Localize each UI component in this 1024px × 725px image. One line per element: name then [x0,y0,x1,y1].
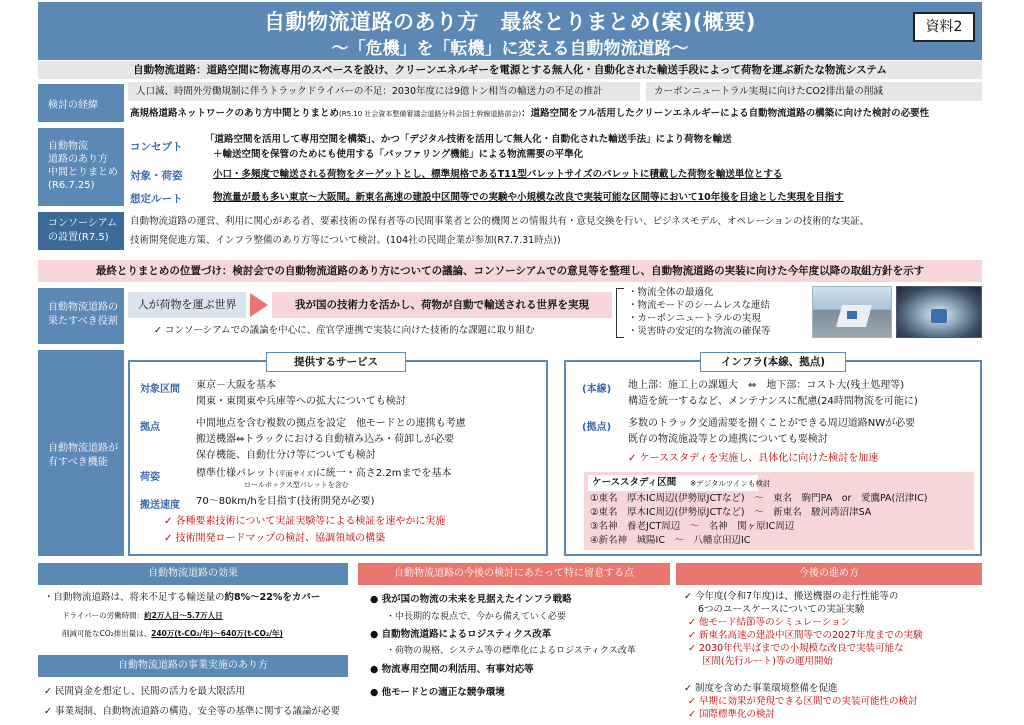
effect-value: 約8%〜22%をカバー [224,592,321,603]
arrow-right-icon [250,293,268,317]
route-value-b: 新東名高速の建設中区間等での実験や小規模な改良で実装可能な区間等において10年後を目途とした実現を目指す [355,192,844,203]
bracket [616,288,624,338]
infra-value: 地上部：施工上の課題大 ⇔ 地下部：コスト大(残土処理等) [628,380,905,391]
service-title: 提供するサービス [266,352,406,372]
next-item-red: ✓ 国際標準化の検討 [688,709,775,720]
document-badge: 資料2 [913,12,975,42]
next-item-red: ✓ 他モード結節等のシミュレーション [688,617,851,628]
service-key-package: 荷姿 [140,472,160,483]
business-line-2: ✓ 事業規制、自動物流道路の構造、安全等の基準に関する議論が必要 [44,706,340,717]
interim-report-need: ：道路空間をフル活用したクリーンエネルギーによる自動物流道路の構築に向けた検討の必要性 [521,108,930,119]
background-label [38,84,124,122]
service-value: 保存機能、自動仕分け等についても検討 [196,450,376,461]
interim-label [38,128,124,206]
role-bullet: ・カーボンニュートラルの実現 [628,313,761,324]
infra-value: 構造を統一するなど、メンテナンスに配慮(24時間物流を可能に) [628,396,918,407]
page-subtitle: 〜「危機」を「転機」に変える自動物流道路〜 [331,39,689,59]
role-bullet: ・物流モードのシームレスな連結 [628,300,770,311]
consortium-text-1: 自動物流道路の運営、利用に関心がある者、要素技術の保有者等の民間事業者と公的機関との情報共有・意見交換を行い、ビジネスモデル、オペレーションの技術的な実証、 [130,216,870,227]
service-key-section: 対象区間 [140,384,180,395]
next-item: 6つのユースケースについての実証実験 [698,604,865,615]
consortium-label [38,212,124,250]
effect-value: 240万(t-CO₂/年)〜640万(t-CO₂/年) [151,629,283,638]
next-item: ✓ 今年度(令和7年度)は、搬送機器の走行性能等の [684,591,899,602]
service-value: 中間地点を含む複数の拠点を設定 他モードとの連携も考慮 [196,418,466,429]
effect-title: 自動物流道路の効果 [38,563,348,585]
case-study-item: ④新名神 城陽IC 〜 八幡京田辺IC [590,535,751,546]
service-hub-values [196,416,544,464]
role-bullet: ・災害時の安定的な物流の確保等 [628,326,771,337]
point-1: ● 我が国の物流の未来を見据えたインフラ戦略 [370,594,572,605]
interim-label-line: 道路のあり方 [48,154,108,165]
page-title: 自動物流道路のあり方 最終とりまとめ(案)(概要) [264,10,756,34]
service-value: 搬送機器⇔トラックにおける自動積み込み・荷卸しが必要 [196,434,455,445]
role-to: 我が国の技術力を活かし、荷物が自動で輸送される世界を実現 [272,292,612,318]
effect-text: 削減可能なCO₂排出量は、 [62,629,152,638]
interim-report-source: (R5.10 社会資本整備審議会道路分科会国土幹線道路部会) [339,110,522,118]
interim-label-line: (R6.7.25) [48,180,95,191]
route-key: 想定ルート [130,193,183,205]
role-bullet: ・物流全体の最適化 [628,287,714,298]
role-label-line: 果たすべき役割 [48,316,118,327]
functions-label-line: 自動物流道路が [48,443,118,454]
infra-title: インフラ(本線、拠点) [700,352,846,372]
concept-key: コンセプト [130,141,183,153]
next-list [684,590,982,668]
business-title: 自動物流道路の事業実施のあり方 [38,655,348,677]
business-line-1: ✓ 民間資金を想定し、民間の活力を最大限活用 [44,686,245,697]
next-list-2 [684,682,982,721]
next-title: 今後の進め方 [676,563,982,585]
point-4: ● 他モードとの適正な競争環境 [370,687,505,698]
interim-report-name: 高規格道路ネットワークのあり方中間とりまとめ [130,108,340,119]
service-action-2: ✓ 技術開発ロードマップの検討、協調領域の構築 [164,533,386,544]
infra-key-hub: (拠点) [582,422,612,433]
next-item: ✓ 制度を含めた事業環境整備を促進 [684,683,838,694]
background-label-text: 検討の経緯 [48,99,98,111]
concept-1: 「道路空間を活用して専用空間を構築」、かつ「デジタル技術を活用して無人化・自動化された輸送手法」により荷物を輸送 [205,134,732,145]
service-package-note: ロールボックス型パレットを含む [244,481,349,489]
route-value [213,190,993,206]
case-study-note: ※デジタルツインも検討 [690,479,771,488]
target-key: 対象・荷姿 [130,170,183,182]
tunnel-illustration-image [896,286,982,338]
point-1-sub: ・中長期的な視点で、今から備えていく必要 [386,612,566,622]
infra-main-values [628,378,978,410]
next-item-red: ✓ 早期に効果が発現できる区間での実装可能性の検討 [688,696,918,707]
background-box-1: 人口減、時間外労働規制に伴うトラックドライバーの不足：2030年度には9億トン相当の輸送力の不足の推計 [128,82,640,101]
role-label [38,288,124,344]
service-value: 東京－大阪を基本 [196,380,276,391]
functions-label-line: 有すべき機能 [48,457,108,468]
effect-text: ドライバーの労働時間： [62,611,145,620]
point-2: ● 自動物流道路によるロジスティクス改革 [370,629,552,640]
page-header [38,2,982,60]
next-item-red: ✓ 2030年代半ばまでの小規模な改良で実装可能な [688,643,904,654]
infra-action-1: ✓ ケーススタディを実施し、具体化に向けた検討を加速 [628,453,879,464]
case-study-item: ③名神 養老JCT周辺 〜 名神 関ヶ原IC周辺 [590,521,795,532]
effect-line-3 [62,628,283,639]
infra-value: 多数のトラック交通需要を捌くことができる周辺道路NWが必要 [628,418,916,429]
infra-value: 既存の物流施設等との連携についても要検討 [628,434,828,445]
service-section-values [196,378,544,410]
consortium-text-2: 技術開発促進方策、インフラ整備のあり方等について検討。(104社の民間企業が参加(R7.7.31時点)) [130,235,561,246]
functions-label [38,350,124,556]
service-value: 関東・東関東や兵庫等への拡大についても検討 [196,396,406,407]
interim-label-line: 中間とりまとめ [48,167,118,178]
concept-2: ＋輸送空間を保管のためにも使用する「バッファリング機能」による物流需要の平準化 [213,149,584,160]
case-study-list [590,492,974,548]
service-value-small: (平面サイズ) [275,470,316,478]
interim-label-line: 自動物流 [48,141,88,152]
effect-value: 約2万人日〜5.7万人日 [144,611,223,620]
service-action-1: ✓ 各種要素技術について実証実験等による検証を速やかに実施 [164,516,446,527]
case-study-item: ②東名 厚木IC周辺(伊勢原JCTなど) 〜 新東名 駿河湾沼津SA [590,507,872,518]
next-item-red: ✓ 新東名高速の建設中区間等での2027年度までの実験 [688,630,923,641]
effect-text: ・自動物流道路は、将来不足する輸送量の [44,592,225,603]
case-study-title: ケーススタディ区間 [588,475,758,491]
service-speed-value: 70〜80km/hを目指す(技術開発が必要) [196,496,375,507]
point-2-sub: ・荷物の規格、システム等の標準化によるロジスティクス改革 [386,646,636,656]
role-from: 人が荷物を運ぶ世界 [128,292,246,318]
service-value: に統一・高さ2.2mまでを基本 [315,468,452,479]
target-value: 小口・多頻度で輸送される荷物をターゲットとし、標準規格であるT11型パレットサイズのパレットに積載した荷物を輸送単位とする [213,169,783,180]
positioning-bar: 最終とりまとめの位置づけ：検討会での自動物流道路のあり方についての議論、コンソーシアムでの意見等を整理し、自動物流道路の実装に向けた今年度以降の取組方針を示す [38,260,982,282]
points-title: 自動物流道路の今後の検討にあたって特に留意する点 [358,563,670,585]
role-check: ✓ コンソーシアムでの議論を中心に、産官学連携で実装に向けた技術的な課題に取り組む [154,325,535,336]
case-study-item: ①東名 厚木IC周辺(伊勢原JCTなど) 〜 東名 駒門PA or 愛鷹PA(沼津IC) [590,493,928,504]
point-3: ● 物流専用空間の利活用、有事対応等 [370,664,534,675]
service-key-hub: 拠点 [140,422,160,433]
route-value-a: 物流量が最も多い東京〜大阪間。 [213,192,356,203]
service-key-speed: 搬送速度 [140,500,180,511]
role-label-line: 自動物流道路の [48,302,118,313]
infra-hub-values [628,416,978,448]
effect-line-2 [62,610,223,621]
background-box-2: カーボンニュートラル実現に向けたCO2排出量の削減 [646,82,982,101]
definition-bar: 自動物流道路：道路空間に物流専用のスペースを設け、クリーンエネルギーを電源とする無人化・自動化された輸送手段によって荷物を運ぶ新たな物流システム [38,61,982,79]
role-bullets [628,286,818,338]
service-value: 標準仕様パレット [196,468,276,479]
infra-key-main: (本線) [582,384,612,395]
next-item-red: 区間(先行ルート)等の運用開始 [702,656,833,667]
consortium-label-line: コンソーシアム [48,218,118,229]
consortium-label-line: の設置(R7.5) [48,232,109,243]
road-illustration-image [812,286,892,338]
effect-line-1 [44,590,348,606]
background-line [130,106,990,122]
